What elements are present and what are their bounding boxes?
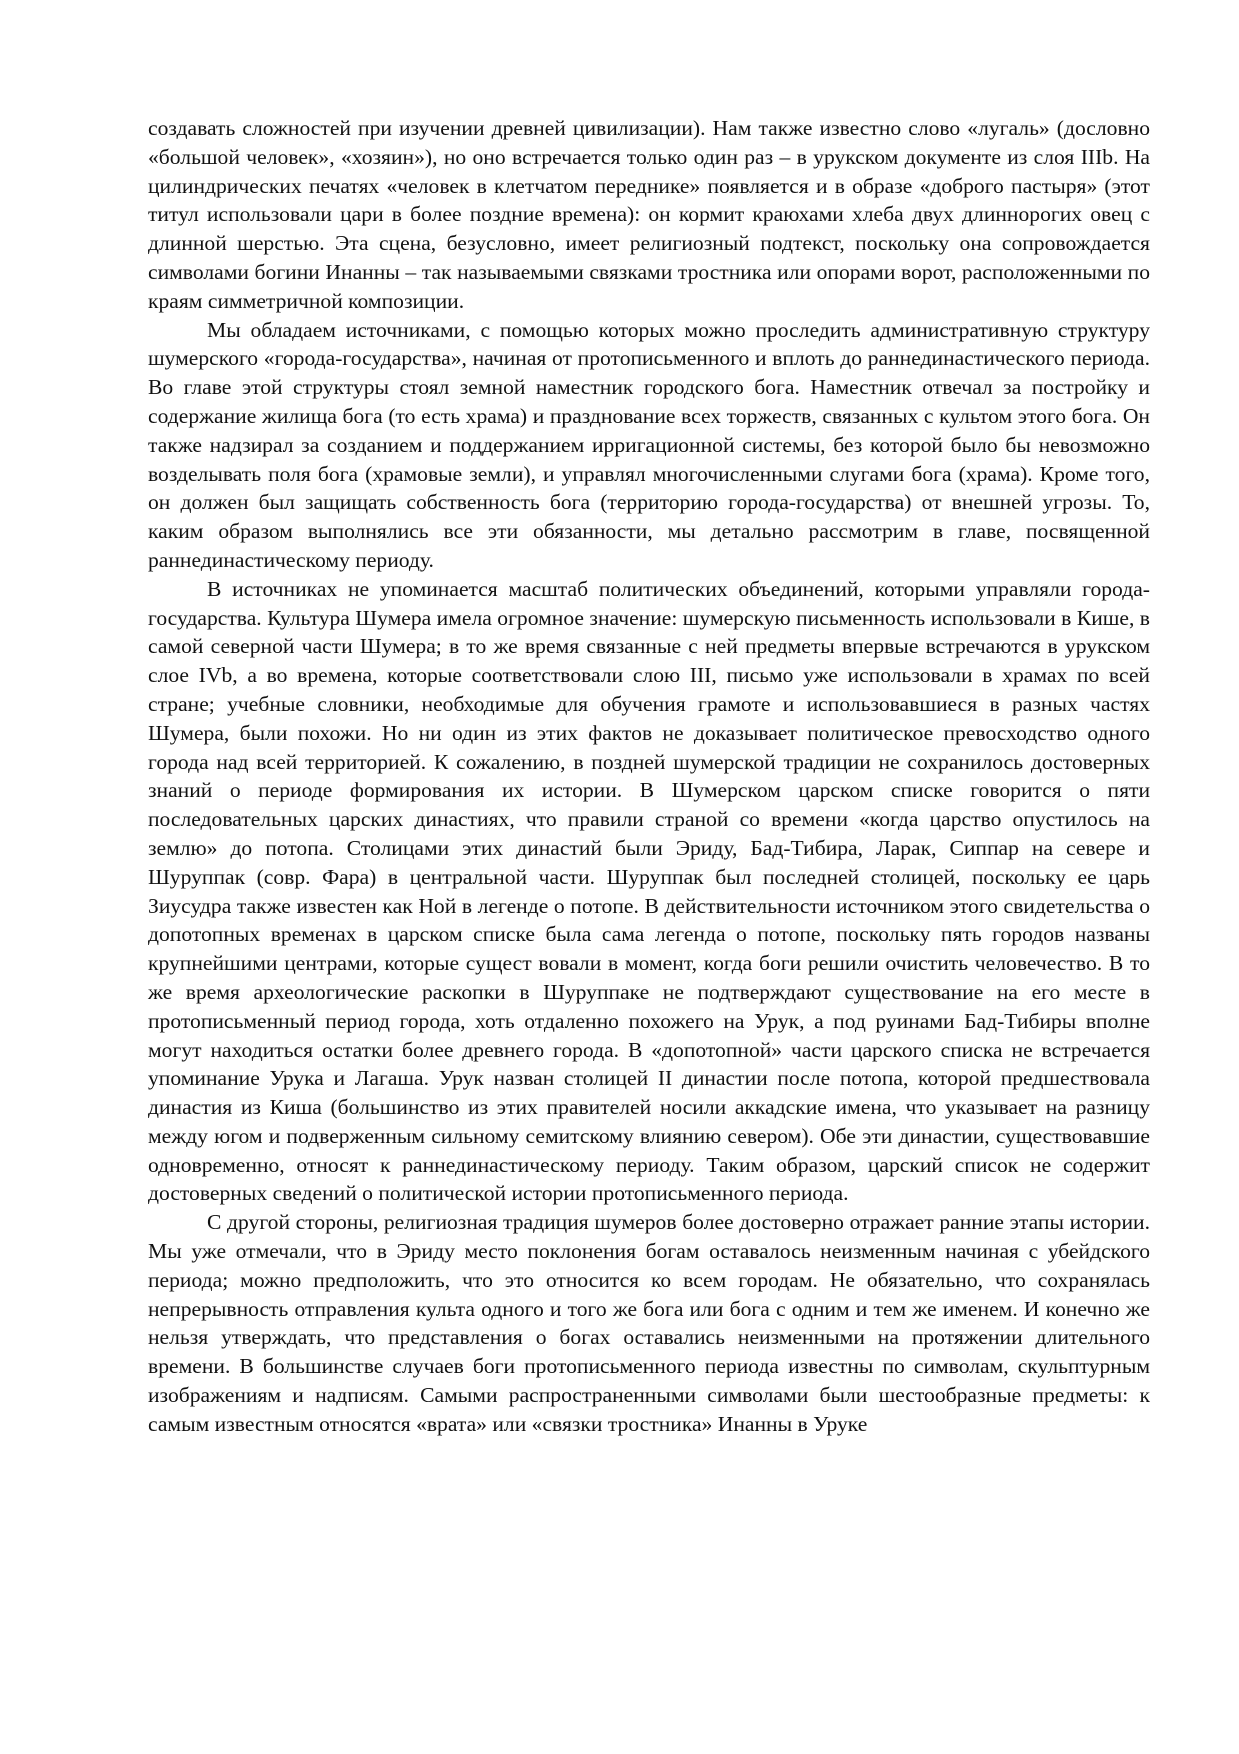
document-page: [148, 114, 1150, 1439]
paragraph-1: создавать сложностей при изучении древней цивилизации). Нам также известно слово «лугаль» (дословно «большой человек», «хозяин»), но оно встречается только один раз – в урукском документе из слоя IIIb. На цилиндрических печатях «человек в клетчатом переднике» появляется и в образе «доброго пастыря» (этот титул использовали цари в более поздние времена): он кормит краюхами хлеба двух длиннорогих овец с длинной шерстью. Эта сцена, безусловно, имеет религиозный подтекст, поскольку она сопровождается символами богини Инанны – так называемыми связками тростника или опорами ворот, расположенными по краям симметричной композиции.: [148, 116, 1150, 313]
paragraph-3: В источниках не упоминается масштаб политических объединений, которыми управляли города-государства. Культура Шумера имела огромное значение: шумерскую письменность использовали в Кише, в самой северной части Шумера; в то же время связанные с ней предметы впервые встречаются в урукском слое IVb, а во времена, которые соответствовали слою III, письмо уже использовали в храмах по всей стране; учебные словники, необходимые для обучения грамоте и использовавшиеся в разных частях Шумера, были похожи. Но ни один из этих фактов не доказывает политическое превосходство одного города над всей территорией. К сожалению, в поздней шумерской традиции не сохранилось достоверных знаний о периоде формирования их истории. В Шумерском царском списке говорится о пяти последовательных царских династиях, что правили страной со времени «когда царство опустилось на землю» до потопа. Столицами этих династий были Эриду, Бад-Тибира, Ларак, Сиппар на севере и Шуруппак (совр. Фара) в центральной части. Шуруппак был последней столицей, поскольку ее царь Зиусудра также известен как Ной в легенде о потопе. В действительности источником этого свидетельства о допотопных временах в царском списке была сама легенда о потопе, поскольку пять городов названы крупнейшими центрами, которые сущест вовали в момент, когда боги решили очистить человечество. В то же время археологические раскопки в Шуруппаке не подтверждают существование на его месте в протописьменный период города, хоть отдаленно похожего на Урук, а под руинами Бад-Тибиры вполне могут находиться остатки более древнего города. В «допотопной» части царского списка не встречается упоминание Урука и Лагаша. Урук назван столицей II династии после потопа, которой предшествовала династия из Киша (большинство из этих правителей носили аккадские имена, что указывает на разницу между югом и подверженным сильному семитскому влиянию севером). Обе эти династии, существовавшие одновременно, относят к раннединастическому периоду. Таким образом, царский список не содержит достоверных сведений о политической истории протописьменного периода.: [148, 576, 1150, 1206]
paragraph-4: С другой стороны, религиозная традиция шумеров более достоверно отражает ранние этапы истории. Мы уже отмечали, что в Эриду место поклонения богам оставалось неизменным начиная с убейдского периода; можно предположить, что это относится ко всем городам. Не обязательно, что сохранялась непрерывность отправления культа одного и того же бога или бога с одним и тем же именем. И конечно же нельзя утверждать, что представления о богах оставались неизменными на протяжении длительного времени. В большинстве случаев боги протописьменного периода известны по символам, скульптурным изображениям и надписям. Самыми распространенными символами были шестообразные предметы: к самым известным относятся «врата» или «связки тростника» Инанны в Уруке: [148, 1210, 1150, 1436]
paragraph-2: Мы обладаем источниками, с помощью которых можно проследить административную структуру шумерского «города-государства», начиная от протописьменного и вплоть до раннединастического периода. Во главе этой структуры стоял земной наместник городского бога. Наместник отвечал за постройку и содержание жилища бога (то есть храма) и празднование всех торжеств, связанных с культом этого бога. Он также надзирал за созданием и поддержанием ирригационной системы, без которой было бы невозможно возделывать поля бога (храмовые земли), и управлял многочисленными слугами бога (храма). Кроме того, он должен был защищать собственность бога (территорию города-государства) от внешней угрозы. То, каким образом выполнялись все эти обязанности, мы детально рассмотрим в главе, посвященной раннединастическому периоду.: [148, 317, 1150, 572]
